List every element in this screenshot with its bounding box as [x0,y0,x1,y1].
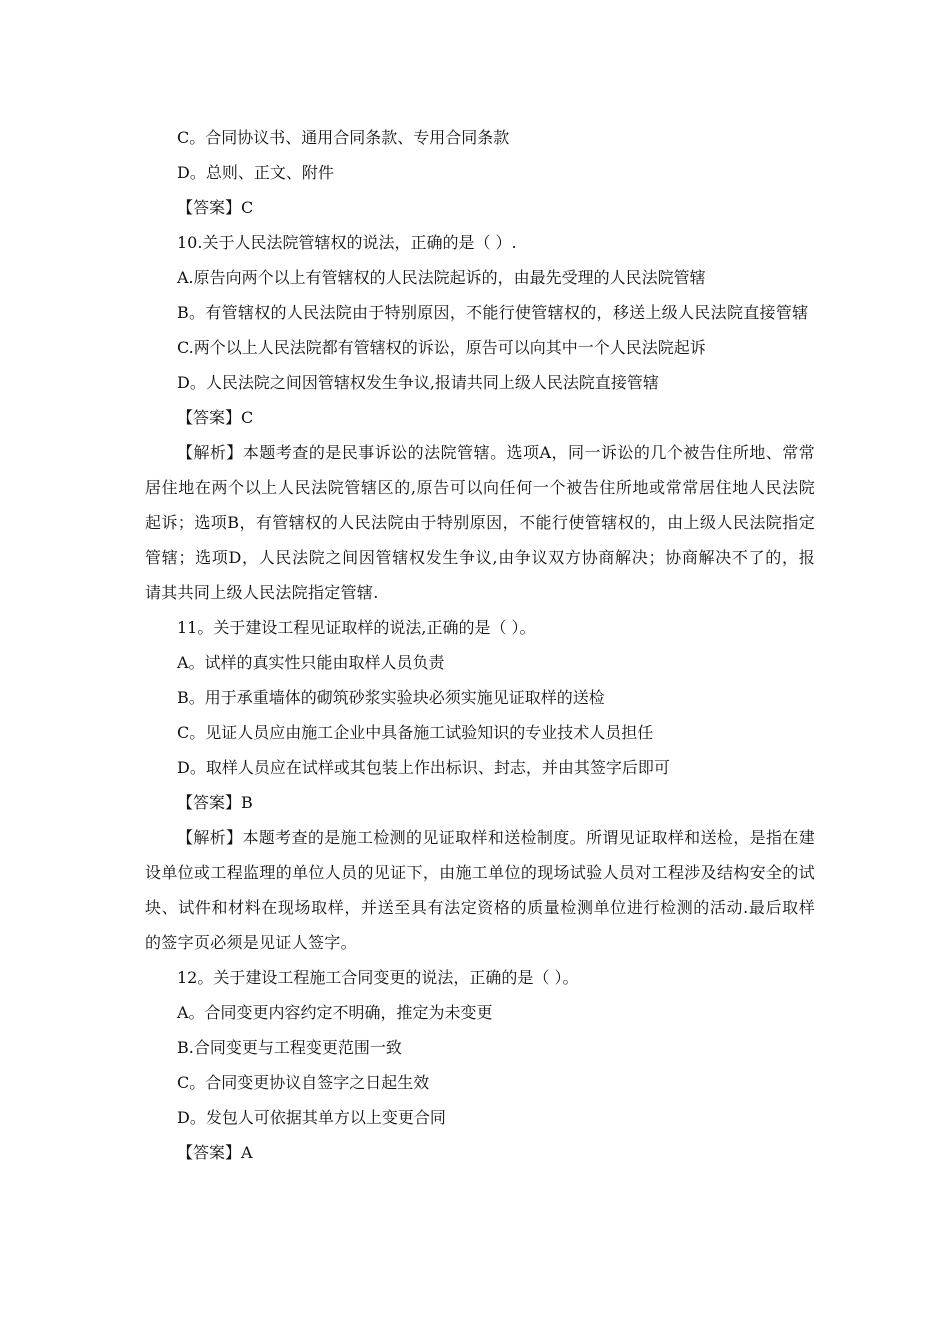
q12-option-d: D。发包人可依据其单方以上变更合同 [177,1108,446,1127]
q12-option-a: A。合同变更内容约定不明确，推定为未变更 [177,1003,493,1022]
q10-answer: 【答案】C [177,408,254,427]
q10-option-c: C.两个以上人民法院都有管辖权的诉讼，原告可以向其中一个人民法院起诉 [177,338,706,357]
q9-answer: 【答案】C [177,198,254,217]
q11-stem: 11。关于建设工程见证取样的说法,正确的是（ ）。 [177,618,536,637]
q10-option-a: A.原告向两个以上有管辖权的人民法院起诉的，由最先受理的人民法院管辖 [177,268,706,287]
q11-option-a: A。试样的真实性只能由取样人员负责 [177,653,445,672]
q11-option-c: C。见证人员应由施工企业中具备施工试验知识的专业技术人员担任 [177,723,654,742]
q12-answer: 【答案】A [177,1143,253,1162]
q9-option-d: D。总则、正文、附件 [177,163,334,182]
q11-answer: 【答案】B [177,793,253,812]
q10-stem: 10.关于人民法院管辖权的说法，正确的是（ ）. [177,233,517,252]
q12-option-b: B.合同变更与工程变更范围一致 [177,1038,402,1057]
q12-option-c: C。合同变更协议自签字之日起生效 [177,1073,430,1092]
q10-option-b: B。有管辖权的人民法院由于特别原因，不能行使管辖权的，移送上级人民法院直接管辖 [177,303,809,322]
q10-option-d: D。人民法院之间因管辖权发生争议,报请共同上级人民法院直接管辖 [177,373,659,392]
q11-option-d: D。取样人员应在试样或其包装上作出标识、封志，并由其签字后即可 [177,758,670,777]
q12-stem: 12。关于建设工程施工合同变更的说法，正确的是（ ）。 [177,968,579,987]
q9-option-c: C。合同协议书、通用合同条款、专用合同条款 [177,128,510,147]
document-body [145,120,815,1170]
q11-analysis: 【解析】本题考查的是施工检测的见证取样和送检制度。所谓见证取样和送检，是指在建设单位或工程监理的单位人员的见证下，由施工单位的现场试验人员对工程涉及结构安全的试块、试件和材料在现场取样，并送至具有法定资格的质量检测单位进行检测的活动.最后取样的签字页必须是见证人签字。 [145,828,815,952]
q10-analysis: 【解析】本题考查的是民事诉讼的法院管辖。选项A，同一诉讼的几个被告住所地、常常居住地在两个以上人民法院管辖区的,原告可以向任何一个被告住所地或常常居住地人民法院起诉；选项B，有管辖权的人民法院由于特别原因，不能行使管辖权的，由上级人民法院指定管辖；选项D，人民法院之间因管辖权发生争议,由争议双方协商解决；协商解决不了的，报请其共同上级人民法院指定管辖. [145,443,815,602]
q11-option-b: B。用于承重墙体的砌筑砂浆实验块必须实施见证取样的送检 [177,688,605,707]
